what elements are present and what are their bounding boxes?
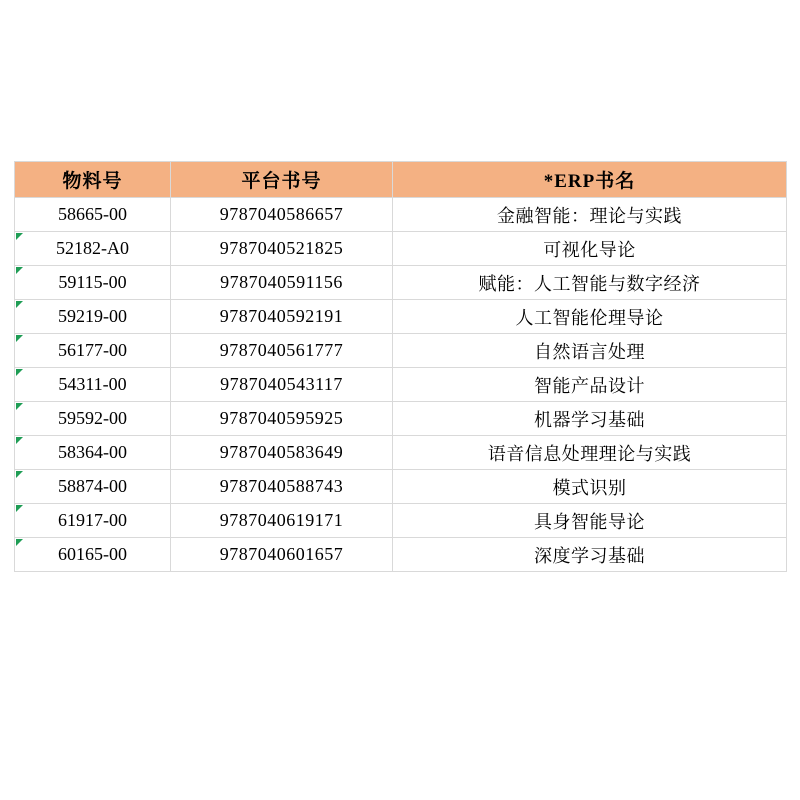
table-body — [15, 198, 787, 572]
table-row — [15, 198, 787, 232]
table-row — [15, 368, 787, 402]
cell-platform-isbn[interactable]: 9787040591156 — [171, 266, 393, 300]
table-row — [15, 232, 787, 266]
table-header-row — [15, 162, 787, 198]
cell-erp-book-name[interactable]: 金融智能：理论与实践 — [393, 198, 787, 232]
column-header-material-number[interactable]: 物料号 — [15, 162, 171, 198]
cell-material-number[interactable]: 58874-00 — [15, 470, 171, 504]
cell-platform-isbn[interactable]: 9787040588743 — [171, 470, 393, 504]
cell-erp-book-name[interactable]: 深度学习基础 — [393, 538, 787, 572]
cell-platform-isbn[interactable]: 9787040595925 — [171, 402, 393, 436]
cell-material-number[interactable]: 59592-00 — [15, 402, 171, 436]
column-header-erp-book-name[interactable]: *ERP书名 — [393, 162, 787, 198]
table-row — [15, 266, 787, 300]
cell-erp-book-name[interactable]: 赋能：人工智能与数字经济 — [393, 266, 787, 300]
cell-erp-book-name[interactable]: 具身智能导论 — [393, 504, 787, 538]
cell-material-number[interactable]: 59115-00 — [15, 266, 171, 300]
table-row — [15, 436, 787, 470]
table-row — [15, 334, 787, 368]
cell-erp-book-name[interactable]: 语音信息处理理论与实践 — [393, 436, 787, 470]
cell-material-number[interactable]: 52182-A0 — [15, 232, 171, 266]
cell-erp-book-name[interactable]: 自然语言处理 — [393, 334, 787, 368]
cell-erp-book-name[interactable]: 人工智能伦理导论 — [393, 300, 787, 334]
cell-material-number[interactable]: 59219-00 — [15, 300, 171, 334]
table-row — [15, 470, 787, 504]
table-row — [15, 504, 787, 538]
cell-erp-book-name[interactable]: 智能产品设计 — [393, 368, 787, 402]
cell-platform-isbn[interactable]: 9787040543117 — [171, 368, 393, 402]
book-table-container — [14, 161, 786, 572]
table-row — [15, 402, 787, 436]
cell-erp-book-name[interactable]: 模式识别 — [393, 470, 787, 504]
cell-material-number[interactable]: 61917-00 — [15, 504, 171, 538]
book-table — [14, 161, 787, 572]
cell-material-number[interactable]: 56177-00 — [15, 334, 171, 368]
column-header-platform-isbn[interactable]: 平台书号 — [171, 162, 393, 198]
cell-erp-book-name[interactable]: 可视化导论 — [393, 232, 787, 266]
cell-erp-book-name[interactable]: 机器学习基础 — [393, 402, 787, 436]
cell-platform-isbn[interactable]: 9787040521825 — [171, 232, 393, 266]
table-row — [15, 300, 787, 334]
cell-platform-isbn[interactable]: 9787040561777 — [171, 334, 393, 368]
cell-platform-isbn[interactable]: 9787040619171 — [171, 504, 393, 538]
cell-platform-isbn[interactable]: 9787040586657 — [171, 198, 393, 232]
cell-material-number[interactable]: 54311-00 — [15, 368, 171, 402]
cell-platform-isbn[interactable]: 9787040592191 — [171, 300, 393, 334]
cell-platform-isbn[interactable]: 9787040601657 — [171, 538, 393, 572]
cell-material-number[interactable]: 58364-00 — [15, 436, 171, 470]
cell-material-number[interactable]: 60165-00 — [15, 538, 171, 572]
table-row — [15, 538, 787, 572]
cell-platform-isbn[interactable]: 9787040583649 — [171, 436, 393, 470]
cell-material-number[interactable]: 58665-00 — [15, 198, 171, 232]
